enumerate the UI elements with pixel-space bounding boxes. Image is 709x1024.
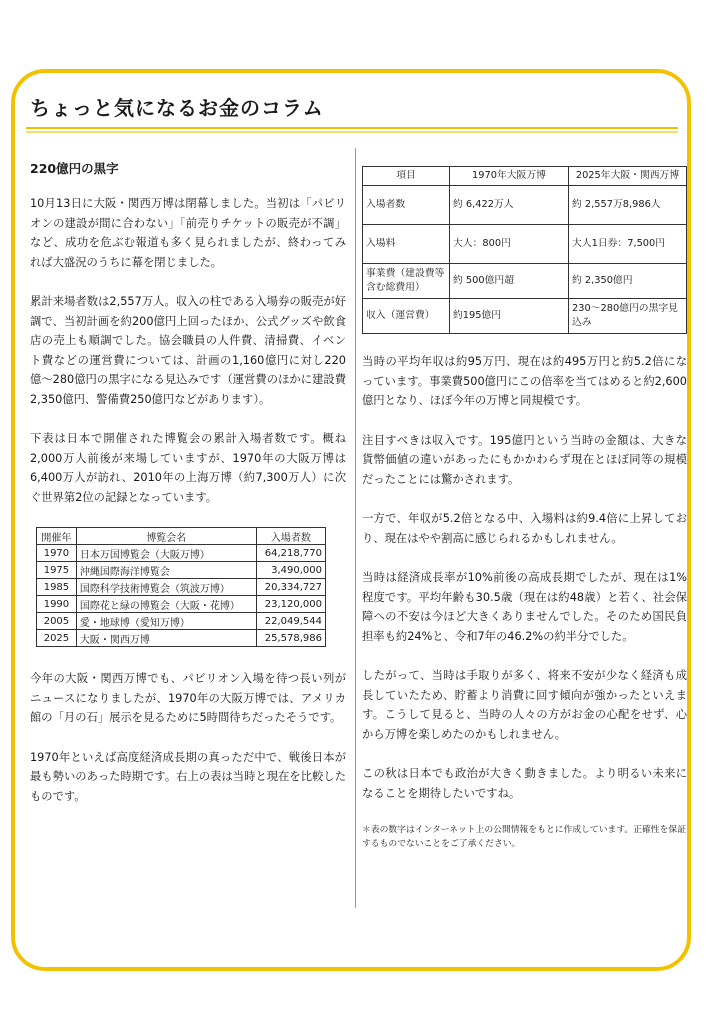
footnote: ＊表の数字はインターネット上の公開情報をもとに作成しています。正確性を保証するものでないことをご了承ください。 [362, 825, 686, 849]
cell-2025: 大人1日券：7,500円 [569, 225, 687, 264]
cell-item: 事業費（建設費等含む総費用） [363, 264, 450, 299]
paragraph: 10月13日に大阪・関西万博は閉幕しました。当初は「パビリオンの建設が間に合わない」「前売りチケットの販売が不調」など、成功を危ぶむ報道も多く見られましたが、終わってみれば大盛況のうちに幕を閉じました。 [30, 197, 346, 269]
cell-2025: 約 2,557万8,986人 [569, 186, 687, 225]
title-underline [26, 127, 678, 129]
cell-name: 大阪・関西万博 [76, 630, 256, 647]
section-heading: 220億円の黒字 [30, 161, 119, 176]
cell-name: 国際科学技術博覧会（筑波万博） [76, 579, 256, 596]
table-row [37, 596, 326, 613]
table-row [37, 545, 326, 562]
table-row [37, 630, 326, 647]
paragraph: この秋は日本でも政治が大きく動きました。より明るい未来になることを期待したいですね。 [362, 767, 687, 800]
left-column [30, 160, 346, 826]
header-item: 項目 [363, 167, 450, 186]
cell-1970: 約 500億円超 [450, 264, 569, 299]
cell-year: 1970 [37, 545, 77, 562]
column-divider [355, 148, 356, 908]
cell-1970: 約 6,422万人 [450, 186, 569, 225]
cell-item: 入場料 [363, 225, 450, 264]
cell-name: 国際花と緑の博覧会（大阪・花博） [76, 596, 256, 613]
cell-count: 3,490,000 [256, 562, 325, 579]
header-name: 博覧会名 [76, 528, 256, 545]
cell-year: 2005 [37, 613, 77, 630]
paragraph: 今年の大阪・関西万博でも、パビリオン入場を待つ長い列がニュースになりましたが、1970年の大阪万博では、アメリカ館の「月の石」展示を見るために5時間待ちだったそうです。 [30, 672, 346, 724]
paragraph: 当時は経済成長率が10%前後の高成長期でしたが、現在は1%程度です。平均年齢も30.5歳（現在は約48歳）と若く、社会保障への不安は今ほど大きくありませんでした。そのため国民負担率も約24%と、令和7年の46.2%の約半分でした。 [362, 571, 687, 643]
comparison-table [362, 166, 687, 334]
cell-1970: 約195億円 [450, 299, 569, 334]
paragraph: 一方で、年収が5.2倍となる中、入場料は約9.4倍に上昇しており、現在はやや割高に感じられるかもしれません。 [362, 512, 687, 545]
cell-2025: 230〜280億円の黒字見込み [569, 299, 687, 334]
cell-count: 22,049,544 [256, 613, 325, 630]
cell-count: 20,334,727 [256, 579, 325, 596]
cell-year: 1985 [37, 579, 77, 596]
right-column [362, 166, 687, 851]
paragraph: 下表は日本で開催された博覧会の累計入場者数です。概ね2,000万人前後が来場していますが、1970年の大阪万博は6,400万人が訪れ、2010年の上海万博（約7,300万人）に次ぐ世界第2位の記録となっています。 [30, 432, 346, 504]
paragraph: 注目すべきは収入です。195億円という当時の金額は、大きな貨幣価値の違いがあったにもかかわらず現在とほぼ同等の規模だったことには驚かされます。 [362, 433, 687, 486]
cell-1970: 大人：800円 [450, 225, 569, 264]
title-underline-light [26, 131, 678, 133]
header-2025: 2025年大阪・関西万博 [569, 167, 687, 186]
header-count: 入場者数 [256, 528, 325, 545]
table-row [37, 562, 326, 579]
cell-count: 64,218,770 [256, 545, 325, 562]
table-row [37, 613, 326, 630]
cell-name: 日本万国博覧会（大阪万博） [76, 545, 256, 562]
table-row [37, 579, 326, 596]
table-row [363, 299, 687, 334]
cell-count: 25,578,986 [256, 630, 325, 647]
cell-item: 入場者数 [363, 186, 450, 225]
table-header-row [37, 528, 326, 545]
header-year: 開催年 [37, 528, 77, 545]
cell-year: 1975 [37, 562, 77, 579]
expo-attendance-table [36, 527, 326, 647]
paragraph: したがって、当時は手取りが多く、将来不安が少なく経済も成長していたため、貯蓄より消費に回す傾向が強かったといえます。こうして見ると、当時の人々の方がお金の心配をせず、心から万博を楽しめたのかもしれません。 [362, 669, 687, 741]
cell-item: 収入（運営費） [363, 299, 450, 334]
cell-2025: 約 2,350億円 [569, 264, 687, 299]
page-title: ちょっと気になるお金のコラム [30, 96, 324, 120]
table-row [363, 225, 687, 264]
table-row [363, 186, 687, 225]
cell-name: 愛・地球博（愛知万博） [76, 613, 256, 630]
cell-name: 沖縄国際海洋博覧会 [76, 562, 256, 579]
paragraph: 当時の平均年収は約95万円、現在は約495万円と約5.2倍になっています。事業費500億円にこの倍率を当てはめると約2,600億円となり、ほぼ今年の万博と同規模です。 [362, 355, 687, 407]
cell-year: 1990 [37, 596, 77, 613]
paragraph: 1970年といえば高度経済成長期の真っただ中で、戦後日本が最も勢いのあった時期です。右上の表は当時と現在を比較したものです。 [30, 750, 346, 803]
table-header-row [363, 167, 687, 186]
header-1970: 1970年大阪万博 [450, 167, 569, 186]
paragraph: 累計来場者数は2,557万人。収入の柱である入場券の販売が好調で、当初計画を約200億円上回ったほか、公式グッズや飲食店の売上も順調でした。協会職員の人件費、清掃費、イベント費などの運営費については、計画の1,160億円に対し220億〜280億円の黒字になる見込みです（運営費のほかに建設費2,350億円、警備費250億円などがあります）。 [30, 295, 346, 406]
table-row [363, 264, 687, 299]
cell-year: 2025 [37, 630, 77, 647]
cell-count: 23,120,000 [256, 596, 325, 613]
